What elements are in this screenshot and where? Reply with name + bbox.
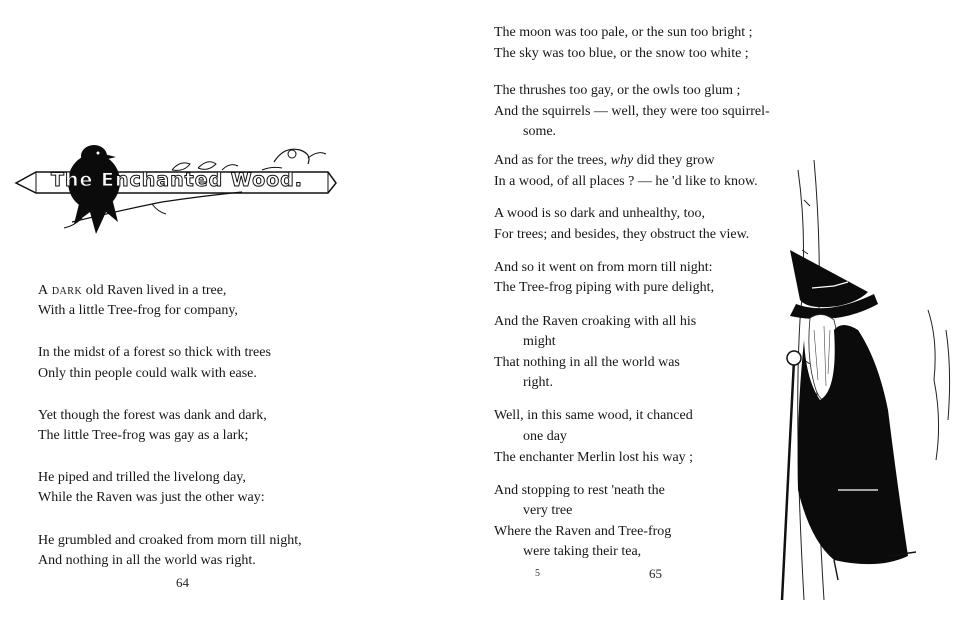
verse-line: The sky was too blue, or the snow too white ; — [494, 46, 749, 61]
verse-line: And the Raven croaking with all his — [494, 314, 697, 329]
verse-line: The moon was too pale, or the sun too bright ; — [494, 25, 753, 40]
verse-line: were taking their tea, — [523, 544, 642, 559]
signature-mark: 5 — [535, 568, 540, 579]
title-banner — [12, 140, 338, 240]
verse-line: For trees; and besides, they obstruct the view. — [494, 227, 750, 242]
page-number: 65 — [649, 566, 662, 581]
verse-line: right. — [523, 375, 553, 390]
verse-line: very tree — [523, 503, 573, 518]
verse-line — [494, 153, 714, 169]
verse-line: And nothing in all the world was right. — [38, 553, 256, 568]
verse-emphasis: why — [610, 153, 634, 168]
verse-line: A wood is so dark and unhealthy, too, — [494, 206, 706, 221]
merlin-illustration — [738, 160, 963, 610]
verse-line — [38, 283, 226, 299]
verse-line: The thrushes too gay, or the owls too glum ; — [494, 83, 741, 98]
page-number: 64 — [176, 575, 189, 590]
verse-line: With a little Tree-frog for company, — [38, 303, 238, 318]
verse-text: old Raven lived in a tree, — [82, 283, 227, 298]
banner-title: The Enchanted Wood. — [50, 169, 304, 191]
frog-icon — [262, 149, 326, 170]
verse-line: The Tree-frog piping with pure delight, — [494, 280, 715, 295]
verse-line: In a wood, of all places ? — he 'd like to know. — [494, 174, 758, 189]
merlin-icon — [738, 160, 963, 610]
drop-word: A dark — [38, 283, 83, 298]
verse-line: He grumbled and croaked from morn till night, — [38, 533, 302, 548]
verse-line: He piped and trilled the livelong day, — [38, 470, 246, 485]
verse-line: And so it went on from morn till night: — [494, 260, 713, 275]
verse-line: Only thin people could walk with ease. — [38, 366, 257, 381]
verse-line: While the Raven was just the other way: — [38, 490, 265, 505]
verse-line: some. — [523, 124, 557, 139]
verse-text: did they grow — [633, 153, 715, 168]
verse-line: That nothing in all the world was — [494, 355, 680, 370]
verse-line: Well, in this same wood, it chanced — [494, 408, 693, 423]
verse-line: And the squirrels — well, they were too squirrel- — [494, 104, 770, 119]
right-page — [483, 0, 966, 628]
verse-line: Yet though the forest was dank and dark, — [38, 408, 267, 423]
verse-line: The enchanter Merlin lost his way ; — [494, 450, 694, 465]
verse-line: In the midst of a forest so thick with trees — [38, 345, 271, 360]
verse-line: The little Tree-frog was gay as a lark; — [38, 428, 249, 443]
verse-text: And as for the trees, — [494, 153, 608, 168]
verse-line: one day — [523, 429, 567, 444]
verse-line: Where the Raven and Tree-frog — [494, 524, 672, 539]
verse-line: And stopping to rest 'neath the — [494, 483, 665, 498]
verse-line: might — [523, 334, 556, 349]
